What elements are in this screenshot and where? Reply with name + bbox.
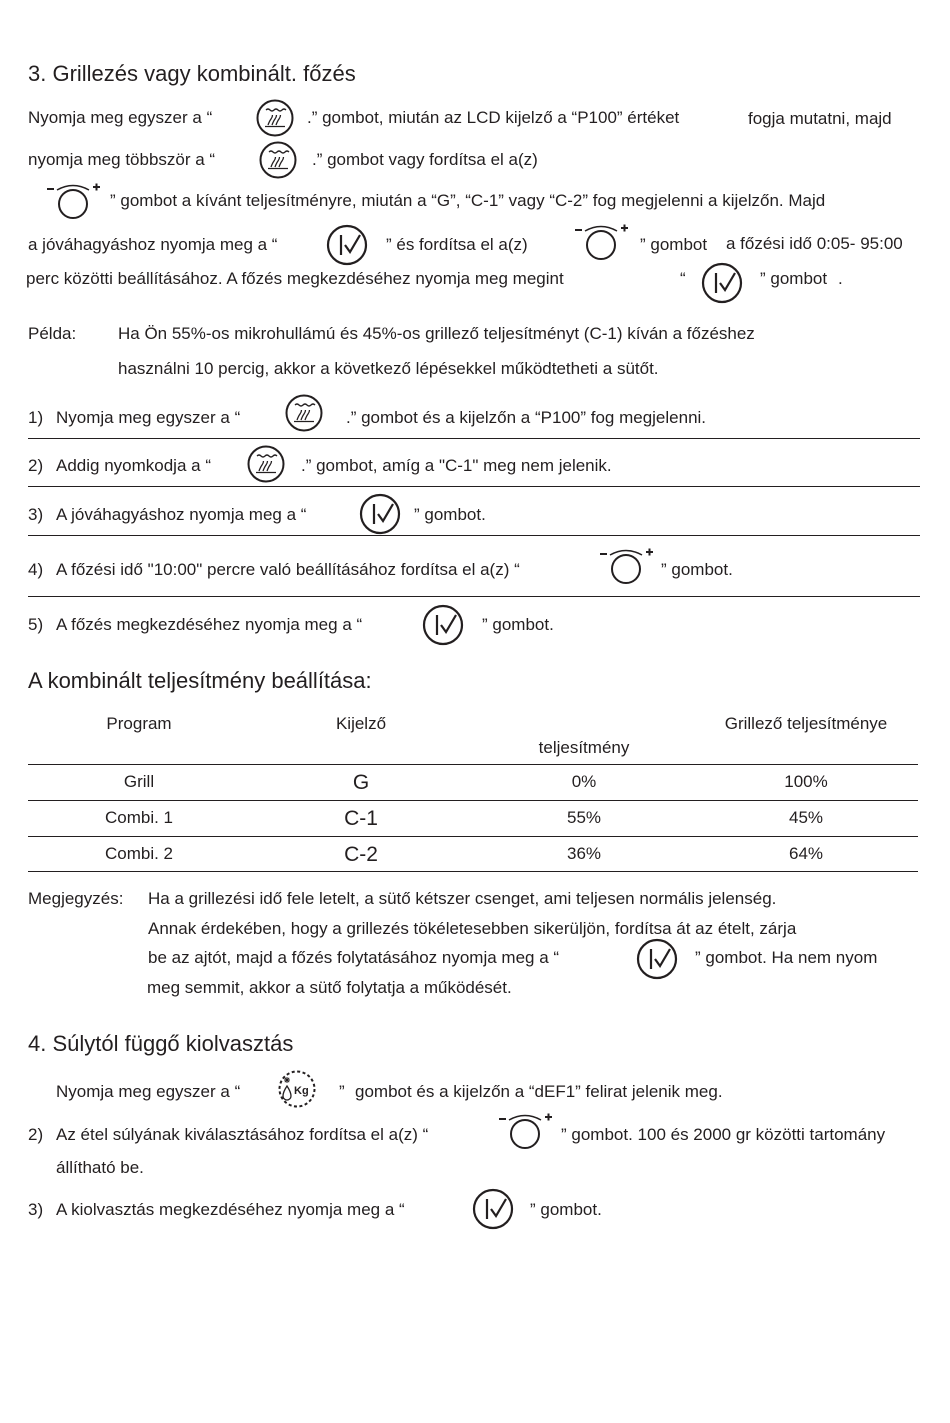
grill-button-icon <box>258 140 298 180</box>
step-number: 4) <box>28 560 44 579</box>
section-4-text: Nyomja meg egyszer a “ <box>56 1082 241 1101</box>
section-4-text: ” gombot. <box>530 1200 602 1219</box>
table-cell: Combi. 1 <box>104 808 174 827</box>
step-number: 2) <box>28 456 44 475</box>
note-text: ” gombot. Ha nem nyom <box>695 948 878 967</box>
step-text: A főzési idő "10:00" percre való beállításához fordítsa el a(z) “ <box>56 560 520 579</box>
step-number: 1) <box>28 408 44 427</box>
table-cell: 64% <box>788 844 824 863</box>
section-4-text: ” gombot. 100 és 2000 gr közötti tartomány <box>561 1125 886 1144</box>
section-3-text: .” gombot, miután az LCD kijelző a “P100” értéket <box>307 108 680 127</box>
step-text: Nyomja meg egyszer a “ <box>56 408 241 427</box>
example-text: használni 10 percig, akkor a következő lépésekkel működtetheti a sütőt. <box>118 359 659 378</box>
section-3-text: a főzési idő 0:05- 95:00 <box>726 234 903 253</box>
step-text: A jóváhagyáshoz nyomja meg a “ <box>56 505 307 524</box>
step-text: Addig nyomkodja a “ <box>56 456 211 475</box>
table-cell: 100% <box>784 772 828 791</box>
section-3-text: “ <box>680 269 686 288</box>
section-3-text: ” gombot <box>760 269 828 288</box>
note-text: be az ajtót, majd a főzés folytatásához nyomja meg a “ <box>148 948 560 967</box>
step-text: ” gombot. <box>661 560 733 579</box>
grill-button-icon <box>255 98 295 138</box>
section-3-text: ” gombot <box>640 235 708 254</box>
rotary-dial-icon <box>597 546 657 586</box>
start-confirm-icon <box>325 223 369 267</box>
table-header: teljesítmény <box>538 738 630 757</box>
rotary-dial-icon <box>44 181 104 221</box>
table-cell: 55% <box>566 808 602 827</box>
note-text: Annak érdekében, hogy a grillezés tökéletesebben sikerüljön, fordítsa át az ételt, zárja <box>148 919 797 938</box>
section-3-title: 3. Grillezés vagy kombinált. főzés <box>28 61 356 86</box>
defrost-icon-label: Kg <box>294 1085 309 1097</box>
section-3-text: a jóváhagyáshoz nyomja meg a “ <box>28 235 278 254</box>
table-header: Grillező teljesítménye <box>724 714 888 733</box>
start-confirm-icon <box>471 1187 515 1231</box>
table-cell: G <box>352 771 370 794</box>
step-text: A főzés megkezdéséhez nyomja meg a “ <box>56 615 363 634</box>
table-divider <box>28 871 918 872</box>
table-cell: Grill <box>123 772 155 791</box>
note-text: meg semmit, akkor a sütő folytatja a működését. <box>147 978 512 997</box>
divider <box>28 596 920 597</box>
table-divider <box>28 836 918 837</box>
section-3-text: fogja mutatni, majd <box>748 109 892 128</box>
start-confirm-icon <box>635 937 679 981</box>
table-cell: Combi. 2 <box>104 844 174 863</box>
section-4-text: Az étel súlyának kiválasztásához fordítsa el a(z) “ <box>56 1125 429 1144</box>
table-cell: 0% <box>571 772 597 791</box>
table-cell: 45% <box>788 808 824 827</box>
divider <box>28 535 920 536</box>
section-4-text: gombot és a kijelzőn a “dEF1” felirat jelenik meg. <box>355 1082 723 1101</box>
section-4-text: A kiolvasztás megkezdéséhez nyomja meg a “ <box>56 1200 405 1219</box>
step-text: .” gombot és a kijelzőn a “P100” fog megjelenni. <box>346 408 707 427</box>
step-number: 5) <box>28 615 44 634</box>
note-label: Megjegyzés: <box>28 889 124 908</box>
rotary-dial-icon <box>496 1111 556 1151</box>
start-confirm-icon <box>421 603 465 647</box>
note-text: Ha a grillezési idő fele letelt, a sütő kétszer csenget, ami teljesen normális jelenség. <box>148 889 777 908</box>
step-number: 2) <box>28 1125 44 1144</box>
start-confirm-icon <box>358 492 402 536</box>
section-3-text: Nyomja meg egyszer a “ <box>28 108 213 127</box>
table-header: Program <box>106 714 172 733</box>
table-divider <box>28 764 918 765</box>
table-cell: C-1 <box>344 807 378 830</box>
table-divider <box>28 800 918 801</box>
start-confirm-icon <box>700 261 744 305</box>
section-3-text: ” és fordítsa el a(z) <box>386 235 528 254</box>
example-label: Példa: <box>28 324 77 343</box>
section-4-text: állítható be. <box>56 1158 144 1177</box>
step-text: ” gombot. <box>414 505 486 524</box>
weight-defrost-icon <box>274 1069 320 1109</box>
step-number: 3) <box>28 505 44 524</box>
section-3-text: .” gombot vagy fordítsa el a(z) <box>312 150 538 169</box>
grill-button-icon <box>284 393 324 433</box>
section-4-text: ” <box>339 1082 345 1101</box>
section-4-title: 4. Súlytól függő kiolvasztás <box>28 1031 294 1056</box>
section-3-text: nyomja meg többször a “ <box>28 150 216 169</box>
divider <box>28 438 920 439</box>
step-number: 3) <box>28 1200 44 1219</box>
grill-button-icon <box>246 444 286 484</box>
table-cell: 36% <box>566 844 602 863</box>
section-3-text: . <box>838 269 843 288</box>
step-text: .” gombot, amíg a "C-1" meg nem jelenik. <box>301 456 612 475</box>
table-header: Kijelző <box>335 714 387 733</box>
section-3-text: ” gombot a kívánt teljesítményre, miután a “G”, “C-1” vagy “C-2” fog megjelenni a kijelzőn. Majd <box>110 191 826 210</box>
example-text: Ha Ön 55%-os mikrohullámú és 45%-os grillező teljesítményt (C-1) kíván a főzéshez <box>118 324 755 343</box>
divider <box>28 486 920 487</box>
rotary-dial-icon <box>572 222 632 262</box>
combo-title: A kombinált teljesítmény beállítása: <box>28 668 372 693</box>
step-text: ” gombot. <box>482 615 554 634</box>
section-3-text: perc közötti beállításához. A főzés megkezdéséhez nyomja meg megint <box>26 269 564 288</box>
table-cell: C-2 <box>344 843 378 866</box>
